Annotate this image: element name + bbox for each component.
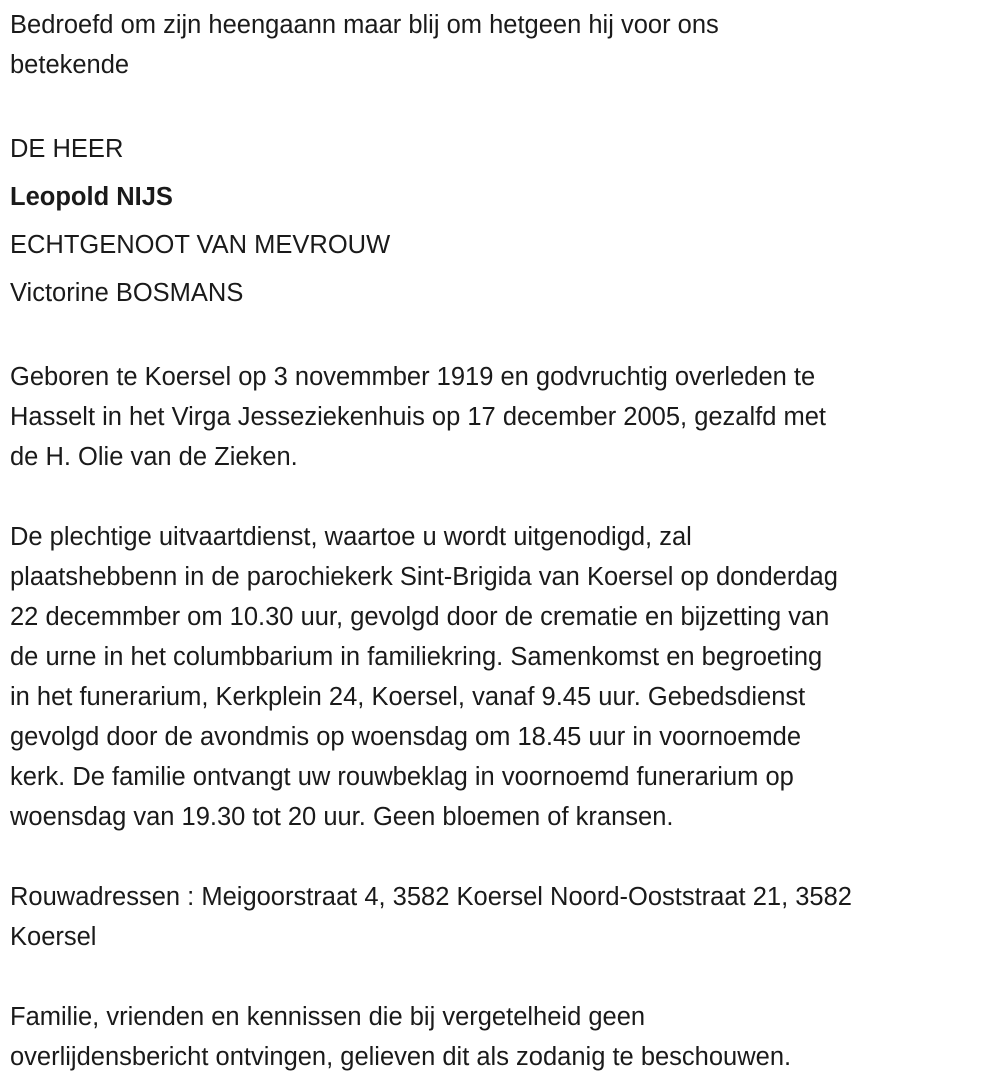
text-line: in het funerarium, Kerkplein 24, Koersel, vanaf 9.45 uur. Gebedsdienst [10, 683, 806, 711]
deceased-name: Leopold NIJS [10, 183, 173, 211]
text-line: Hasselt in het Virga Jesseziekenhuis op 17 december 2005, gezalfd met [10, 403, 827, 431]
text-line: 22 decemmber om 10.30 uur, gevolgd door de crematie en bijzetting van [10, 603, 830, 631]
text-line: Familie, vrienden en kennissen die bij vergetelheid geen [10, 1003, 646, 1031]
text-line: woensdag van 19.30 tot 20 uur. Geen bloemen of kransen. [10, 803, 674, 831]
closing-paragraph [10, 997, 1000, 1077]
text-line: Geboren te Koersel op 3 novemmber 1919 en godvruchtig overleden te [10, 363, 816, 391]
text-line: gevolgd door de avondmis op woensdag om 18.45 uur in voornoemde [10, 723, 802, 751]
deceased-block [10, 125, 1000, 317]
spouse-title: ECHTGENOOT VAN MEVROUW [10, 231, 391, 259]
text-line: plaatshebbenn in de parochiekerk Sint-Brigida van Koersel op donderdag [10, 563, 838, 591]
text-line: de urne in het columbbarium in familiekring. Samenkomst en begroeting [10, 643, 823, 671]
text-line: Bedroefd om zijn heengaann maar blij om hetgeen hij voor ons [10, 11, 719, 39]
text-line: Rouwadressen : Meigoorstraat 4, 3582 Koersel Noord-Ooststraat 21, 3582 [10, 883, 852, 911]
text-line: De plechtige uitvaartdienst, waartoe u wordt uitgenodigd, zal [10, 523, 692, 551]
spouse-name: Victorine BOSMANS [10, 279, 244, 307]
intro-paragraph [10, 5, 1000, 85]
text-line: betekende [10, 51, 130, 79]
service-paragraph [10, 517, 1000, 837]
text-line: kerk. De familie ontvangt uw rouwbeklag in voornoemd funerarium op [10, 763, 794, 791]
addresses-paragraph [10, 877, 1000, 957]
text-line: Koersel [10, 923, 97, 951]
text-line: overlijdensbericht ontvingen, gelieven dit als zodanig te beschouwen. [10, 1043, 792, 1071]
text-line: de H. Olie van de Zieken. [10, 443, 298, 471]
birth-paragraph [10, 357, 1000, 477]
honorific: DE HEER [10, 135, 124, 163]
